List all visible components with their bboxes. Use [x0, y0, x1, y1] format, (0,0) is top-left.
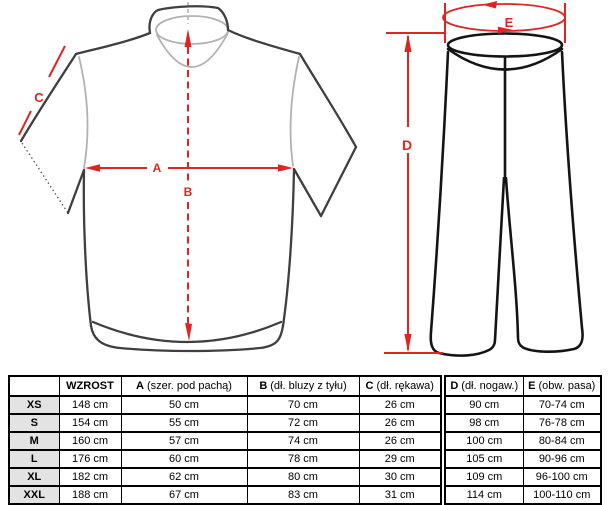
measure-label-B: B — [183, 185, 193, 199]
shirt-measure-C — [19, 46, 65, 135]
value-cell: 100 cm — [443, 432, 523, 450]
measure-label-C: C — [34, 90, 44, 105]
value-cell: 78 cm — [247, 450, 359, 468]
value-cell: 80-84 cm — [523, 432, 601, 450]
value-cell: 57 cm — [121, 432, 247, 450]
value-cell: 96-100 cm — [523, 468, 601, 486]
header-row — [9, 376, 601, 396]
col-header-wzrost: WZROST — [59, 376, 121, 396]
value-cell: 114 cm — [443, 486, 523, 504]
value-cell: 67 cm — [121, 486, 247, 504]
value-cell: 98 cm — [443, 414, 523, 432]
value-cell: 182 cm — [59, 468, 121, 486]
value-cell: 105 cm — [443, 450, 523, 468]
col-header-d: D (dł. nogaw.) — [443, 376, 523, 396]
table-row — [9, 432, 601, 450]
value-cell: 176 cm — [59, 450, 121, 468]
col-header-e: E (obw. pasa) — [523, 376, 601, 396]
measure-label-E: E — [504, 15, 514, 30]
value-cell: 80 cm — [247, 468, 359, 486]
value-cell: 29 cm — [359, 450, 443, 468]
table-row — [9, 468, 601, 486]
value-cell: 70-74 cm — [523, 396, 601, 414]
size-cell: XS — [9, 396, 59, 414]
value-cell: 90 cm — [443, 396, 523, 414]
shirt-measure-B — [184, 29, 193, 341]
value-cell: 90-96 cm — [523, 450, 601, 468]
value-cell: 55 cm — [121, 414, 247, 432]
value-cell: 26 cm — [359, 396, 443, 414]
value-cell: 100-110 cm — [523, 486, 601, 504]
pants-measure-D — [384, 33, 445, 353]
col-header-c: C (dł. rękawa) — [359, 376, 443, 396]
table-row — [9, 414, 601, 432]
col-header-corner — [9, 376, 59, 396]
col-header-b: B (dł. bluzy z tyłu) — [247, 376, 359, 396]
value-cell: 83 cm — [247, 486, 359, 504]
value-cell: 148 cm — [59, 396, 121, 414]
measure-label-A: A — [152, 161, 162, 175]
table-row — [9, 396, 601, 414]
table-row — [9, 486, 601, 504]
size-cell: L — [9, 450, 59, 468]
value-cell: 50 cm — [121, 396, 247, 414]
value-cell: 154 cm — [59, 414, 121, 432]
value-cell: 72 cm — [247, 414, 359, 432]
value-cell: 160 cm — [59, 432, 121, 450]
size-cell: XXL — [9, 486, 59, 504]
value-cell: 76-78 cm — [523, 414, 601, 432]
value-cell: 30 cm — [359, 468, 443, 486]
value-cell: 109 cm — [443, 468, 523, 486]
value-cell: 62 cm — [121, 468, 247, 486]
value-cell: 70 cm — [247, 396, 359, 414]
value-cell: 31 cm — [359, 486, 443, 504]
size-cell: S — [9, 414, 59, 432]
value-cell: 74 cm — [247, 432, 359, 450]
size-cell: XL — [9, 468, 59, 486]
size-chart-table — [8, 375, 602, 505]
value-cell: 60 cm — [121, 450, 247, 468]
col-header-a: A (szer. pod pachą) — [121, 376, 247, 396]
value-cell: 188 cm — [59, 486, 121, 504]
table-row — [9, 450, 601, 468]
measure-label-D: D — [401, 137, 413, 153]
size-cell: M — [9, 432, 59, 450]
pants-outline — [431, 34, 583, 356]
value-cell: 26 cm — [359, 414, 443, 432]
value-cell: 26 cm — [359, 432, 443, 450]
